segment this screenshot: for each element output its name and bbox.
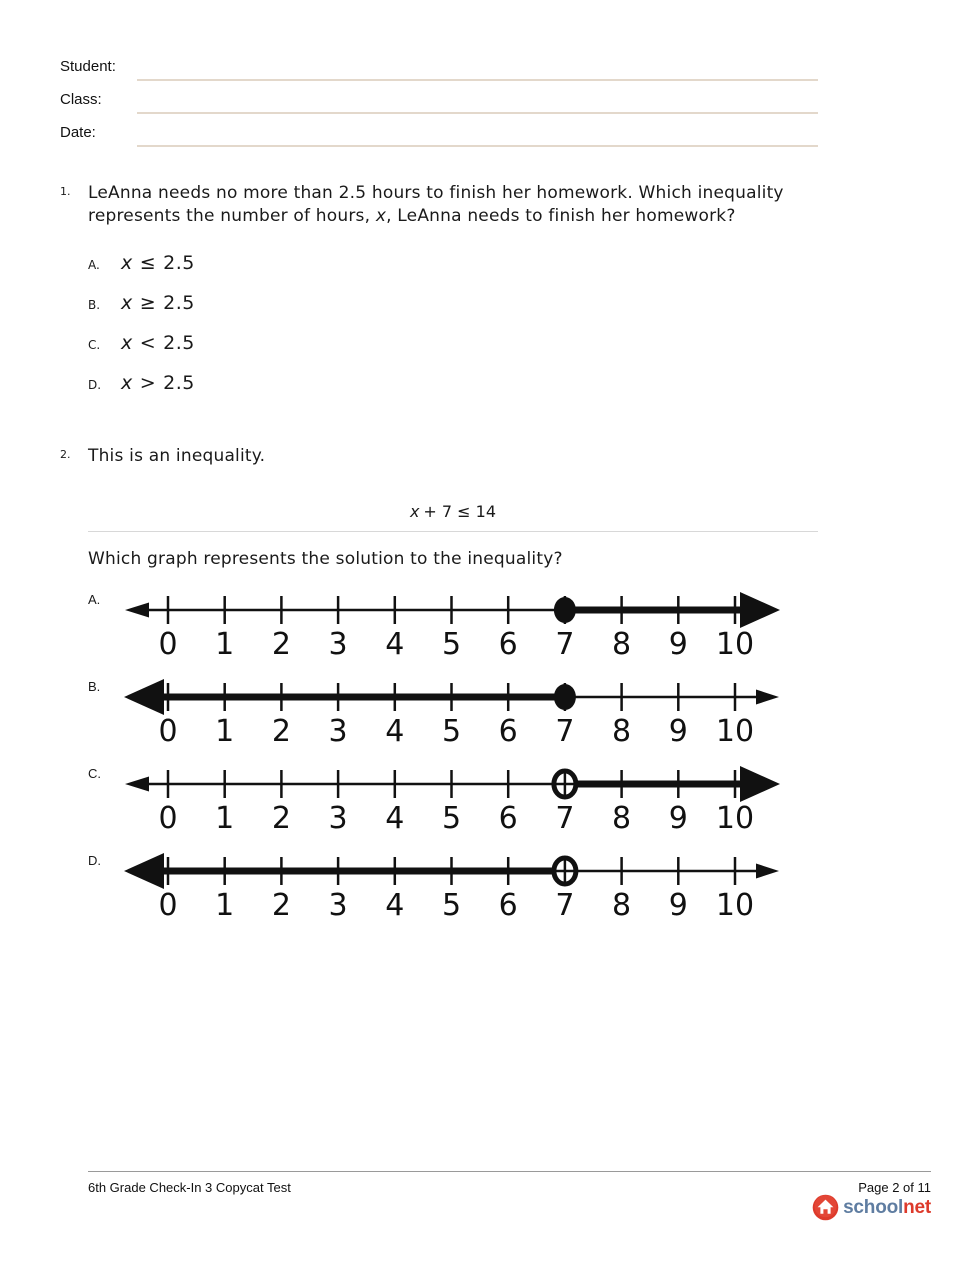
answer-graphs bbox=[88, 580, 818, 925]
question-1-options bbox=[88, 252, 818, 412]
svg-text:3: 3 bbox=[328, 714, 348, 749]
option-c bbox=[88, 332, 818, 372]
svg-text:3: 3 bbox=[328, 801, 348, 836]
svg-text:2: 2 bbox=[271, 888, 291, 923]
class-label: Class: bbox=[60, 91, 102, 108]
logo-net-part: net bbox=[903, 1196, 931, 1218]
question-2-body bbox=[88, 445, 818, 928]
svg-text:10: 10 bbox=[715, 801, 755, 836]
option-d-letter: D. bbox=[88, 378, 102, 392]
schoolnet-logo bbox=[812, 1194, 931, 1221]
svg-text:10: 10 bbox=[715, 627, 755, 662]
schoolnet-wordmark bbox=[843, 1197, 931, 1219]
svg-text:9: 9 bbox=[668, 714, 688, 749]
option-b bbox=[88, 292, 818, 332]
equation-variable: x bbox=[409, 502, 420, 521]
option-d bbox=[88, 372, 818, 412]
option-a-expression bbox=[121, 252, 195, 274]
graph-option-letter: B. bbox=[88, 679, 101, 694]
option-a-variable: x bbox=[121, 252, 133, 274]
answer-graph-d bbox=[88, 841, 818, 925]
option-a-relation: ≤ bbox=[139, 252, 157, 274]
svg-text:8: 8 bbox=[612, 627, 632, 662]
svg-text:9: 9 bbox=[668, 627, 688, 662]
svg-text:9: 9 bbox=[668, 888, 688, 923]
svg-text:2: 2 bbox=[271, 627, 291, 662]
question-1-body bbox=[88, 182, 818, 412]
question-2-prompt: Which graph represents the solution to the inequality? bbox=[88, 549, 563, 569]
logo-school-part: school bbox=[843, 1196, 904, 1218]
svg-text:5: 5 bbox=[441, 801, 462, 836]
answer-graph-a bbox=[88, 580, 818, 664]
svg-text:6: 6 bbox=[498, 888, 518, 923]
field-class bbox=[60, 90, 818, 123]
question-1-text bbox=[88, 182, 788, 228]
page-content bbox=[60, 57, 818, 928]
class-fill-in-line[interactable] bbox=[137, 90, 818, 114]
option-a-value: 2.5 bbox=[163, 252, 195, 274]
svg-text:2: 2 bbox=[271, 801, 291, 836]
svg-text:3: 3 bbox=[328, 627, 348, 662]
option-c-value: 2.5 bbox=[163, 332, 195, 354]
svg-text:0: 0 bbox=[158, 888, 178, 923]
svg-text:0: 0 bbox=[158, 714, 178, 749]
svg-text:8: 8 bbox=[612, 801, 632, 836]
number-line-graph bbox=[122, 667, 782, 751]
student-label: Student: bbox=[60, 58, 116, 75]
svg-text:4: 4 bbox=[385, 801, 405, 836]
option-d-value: 2.5 bbox=[163, 372, 195, 394]
field-date bbox=[60, 123, 818, 156]
option-d-relation: > bbox=[139, 372, 157, 394]
page-footer bbox=[88, 1171, 931, 1218]
svg-text:5: 5 bbox=[441, 714, 462, 749]
svg-text:4: 4 bbox=[385, 714, 405, 749]
svg-text:1: 1 bbox=[215, 714, 235, 749]
number-line-graph bbox=[122, 841, 782, 925]
svg-text:0: 0 bbox=[158, 627, 178, 662]
svg-text:1: 1 bbox=[215, 801, 235, 836]
svg-text:7: 7 bbox=[555, 801, 575, 836]
svg-text:5: 5 bbox=[441, 627, 462, 662]
question-1 bbox=[60, 182, 818, 412]
question-2 bbox=[60, 445, 818, 928]
svg-text:10: 10 bbox=[715, 888, 755, 923]
graph-option-letter: D. bbox=[88, 853, 101, 868]
svg-text:2: 2 bbox=[271, 714, 291, 749]
question-1-number: 1. bbox=[60, 185, 71, 198]
option-d-variable: x bbox=[121, 372, 133, 394]
inequality-equation bbox=[88, 502, 818, 521]
svg-text:4: 4 bbox=[385, 888, 405, 923]
field-student bbox=[60, 57, 818, 90]
question-2-number: 2. bbox=[60, 448, 71, 461]
date-label: Date: bbox=[60, 124, 96, 141]
footer-rule bbox=[88, 1171, 931, 1172]
option-b-value: 2.5 bbox=[163, 292, 195, 314]
svg-text:6: 6 bbox=[498, 627, 518, 662]
option-c-expression bbox=[121, 332, 195, 354]
schoolnet-house-icon bbox=[812, 1194, 839, 1221]
number-line-graph bbox=[122, 754, 782, 838]
question-1-variable: x bbox=[375, 206, 387, 226]
svg-text:7: 7 bbox=[555, 714, 575, 749]
question-2-intro: This is an inequality. bbox=[88, 446, 266, 466]
svg-text:7: 7 bbox=[555, 888, 575, 923]
student-fill-in-line[interactable] bbox=[137, 57, 818, 81]
svg-text:6: 6 bbox=[498, 801, 518, 836]
option-a bbox=[88, 252, 818, 292]
question-1-text-before: LeAnna needs no more than 2.5 hours to finish her homework. Which inequality represents the number of hours, bbox=[88, 183, 784, 226]
option-c-variable: x bbox=[121, 332, 133, 354]
number-line-graph bbox=[122, 580, 782, 664]
svg-text:5: 5 bbox=[441, 888, 462, 923]
option-b-relation: ≥ bbox=[139, 292, 157, 314]
question-1-text-after: , LeAnna needs to finish her homework? bbox=[386, 206, 736, 226]
svg-text:8: 8 bbox=[612, 714, 632, 749]
answer-graph-c bbox=[88, 754, 818, 838]
svg-text:4: 4 bbox=[385, 627, 405, 662]
svg-text:10: 10 bbox=[715, 714, 755, 749]
option-c-relation: < bbox=[139, 332, 157, 354]
date-fill-in-line[interactable] bbox=[137, 123, 818, 147]
graph-option-letter: C. bbox=[88, 766, 101, 781]
option-d-expression bbox=[121, 372, 195, 394]
svg-text:8: 8 bbox=[612, 888, 632, 923]
svg-text:9: 9 bbox=[668, 801, 688, 836]
svg-text:1: 1 bbox=[215, 888, 235, 923]
svg-text:6: 6 bbox=[498, 714, 518, 749]
option-b-expression bbox=[121, 292, 195, 314]
student-info-fields bbox=[60, 57, 818, 156]
equation-rest: + 7 ≤ 14 bbox=[423, 502, 497, 521]
answer-graph-b bbox=[88, 667, 818, 751]
graph-option-letter: A. bbox=[88, 592, 101, 607]
option-c-letter: C. bbox=[88, 338, 101, 352]
option-b-letter: B. bbox=[88, 298, 101, 312]
footer-page-indicator: Page 2 of 11 bbox=[858, 1180, 931, 1195]
equation-divider bbox=[88, 531, 818, 532]
option-a-letter: A. bbox=[88, 258, 100, 272]
footer-test-title: 6th Grade Check-In 3 Copycat Test bbox=[88, 1180, 291, 1195]
svg-text:3: 3 bbox=[328, 888, 348, 923]
svg-text:7: 7 bbox=[555, 627, 575, 662]
option-b-variable: x bbox=[121, 292, 133, 314]
svg-text:0: 0 bbox=[158, 801, 178, 836]
footer-text-row bbox=[88, 1180, 931, 1195]
svg-text:1: 1 bbox=[215, 627, 235, 662]
